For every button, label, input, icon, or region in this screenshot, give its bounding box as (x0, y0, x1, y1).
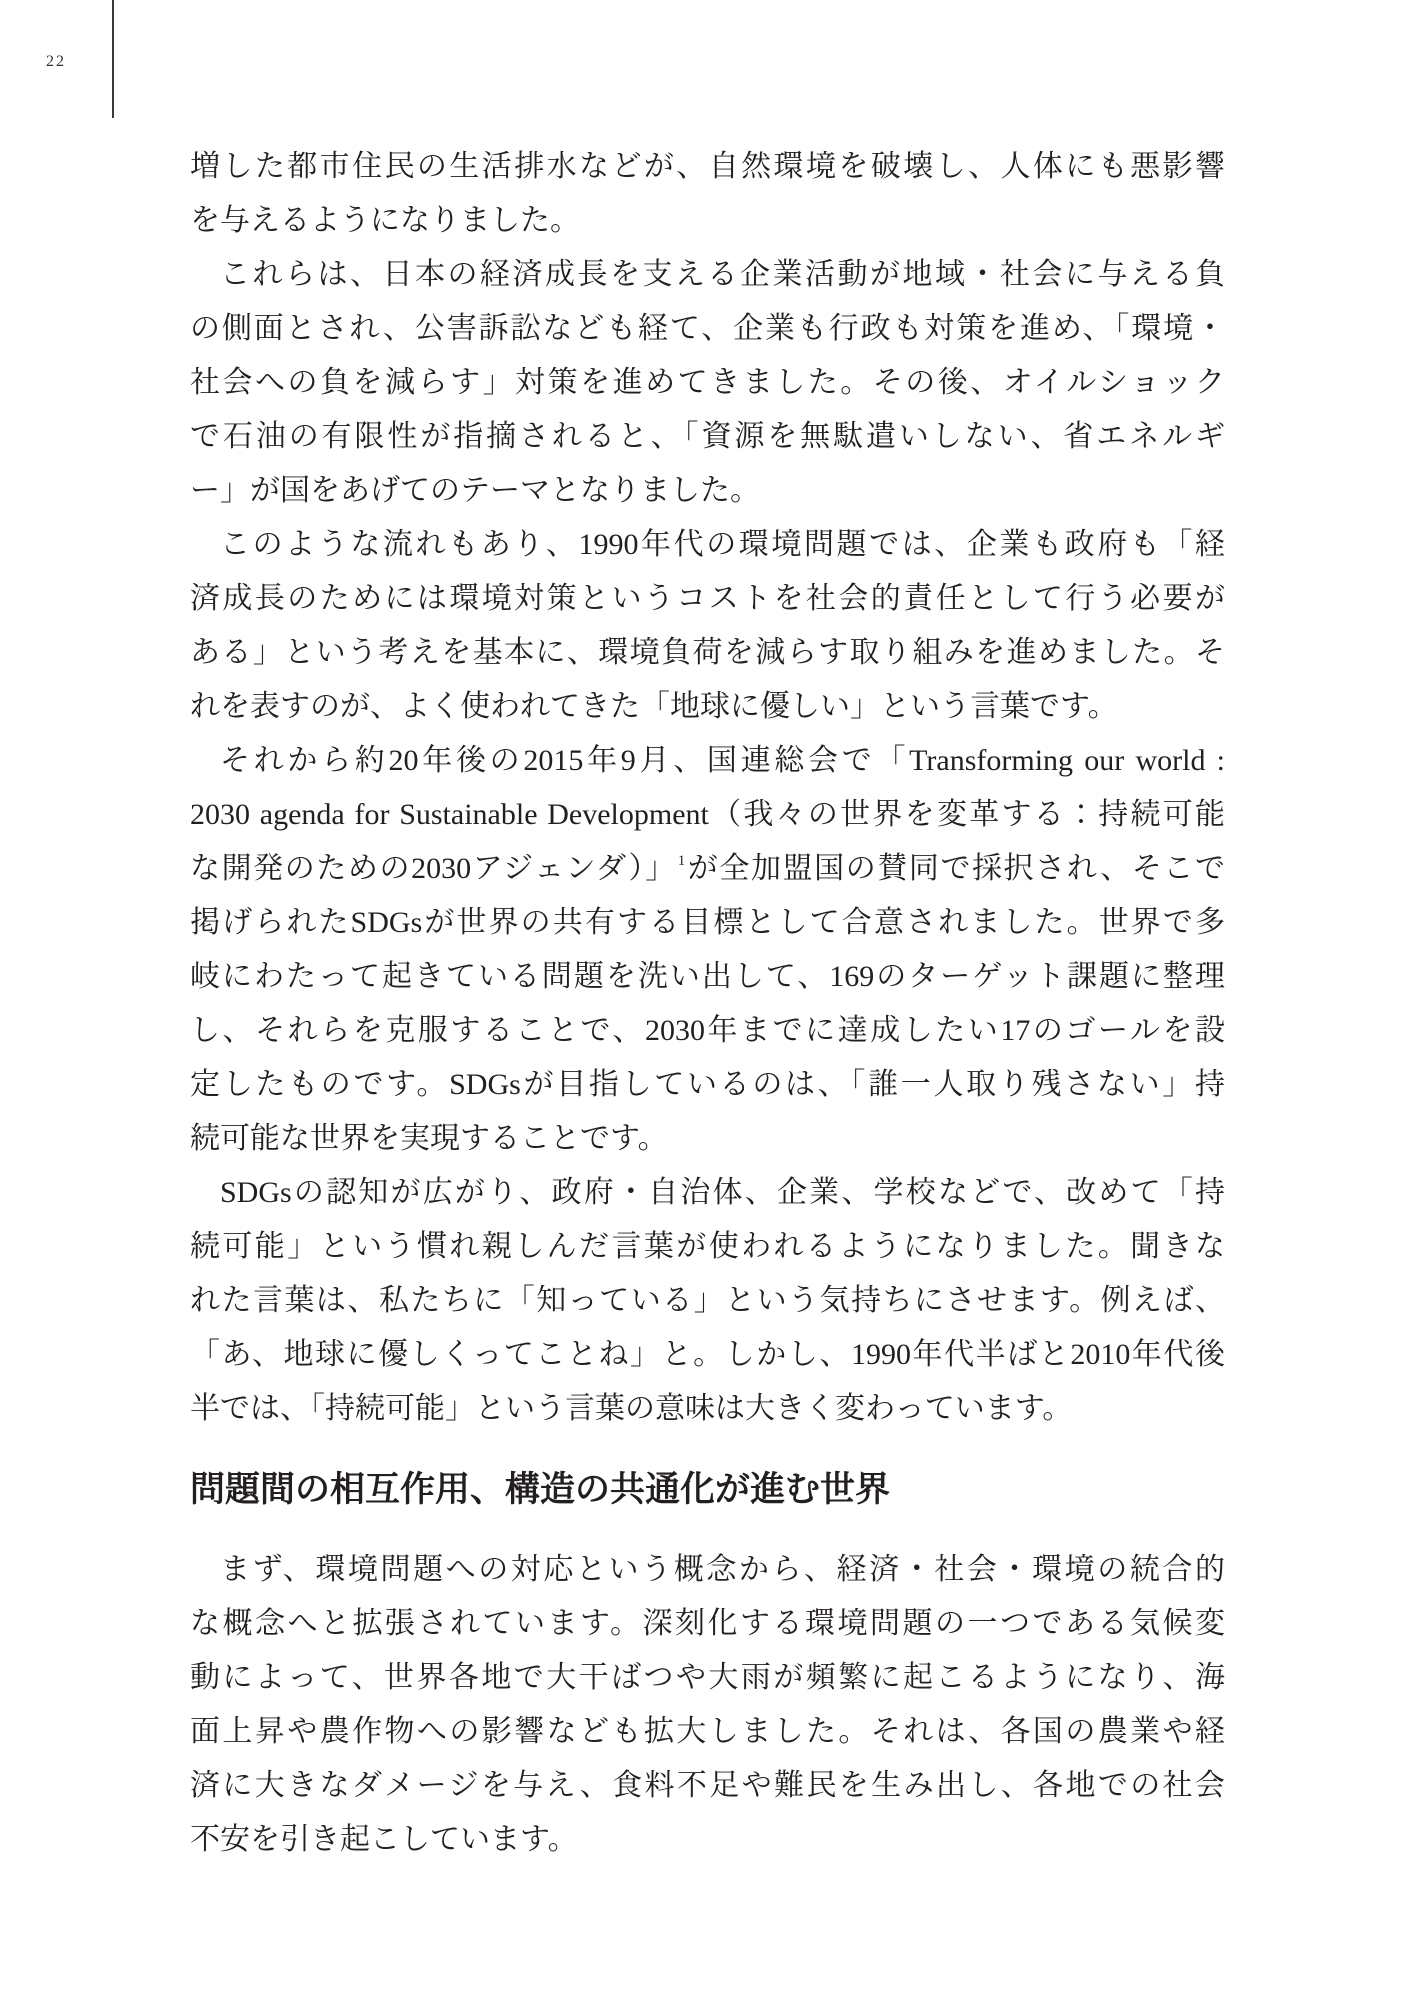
text-line: 社会への負を減らす」対策を進めてきました。その後、オイルショック (190, 366, 1225, 399)
text-line: ある」という考えを基本に、環境負荷を減らす取り組みを進めました。そ (190, 636, 1225, 669)
footnote-reference: 1 (677, 853, 686, 870)
paragraph (190, 1543, 1225, 1867)
text-line: で石油の有限性が指摘されると、「資源を無駄遣いしない、省エネルギ (190, 420, 1225, 453)
text-line: 2030 agenda for Sustainable Development（我々の世界を変革する：持続可能 (190, 798, 1225, 831)
text-line: 岐にわたって起きている問題を洗い出して、169のターゲット課題に整理 (190, 960, 1225, 993)
margin-rule (112, 0, 114, 118)
page-number: 22 (46, 53, 66, 70)
text-line: 面上昇や農作物への影響なども拡大しました。それは、各国の農業や経 (190, 1715, 1225, 1748)
text-segment: が全加盟国の賛同で採択され、そこで (686, 852, 1225, 885)
text-line: 済に大きなダメージを与え、食料不足や難民を生み出し、各地での社会 (190, 1769, 1225, 1802)
text-line: 「あ、地球に優しくってことね」と。しかし、1990年代半ばと2010年代後 (190, 1338, 1225, 1371)
text-line: このような流れもあり、1990年代の環境問題では、企業も政府も「経 (220, 528, 1225, 561)
text-line: それから約20年後の2015年9月、国連総会で「Transforming our world : (220, 744, 1225, 777)
text-line: SDGsの認知が広がり、政府・自治体、企業、学校などで、改めて「持 (220, 1176, 1225, 1209)
text-line: れを表すのが、よく使われてきた「地球に優しい」という言葉です。 (190, 690, 1118, 723)
paragraph (190, 734, 1225, 1166)
text-line: な概念へと拡張されています。深刻化する環境問題の一つである気候変 (190, 1607, 1225, 1640)
text-line: 掲げられたSDGsが世界の共有する目標として合意されました。世界で多 (190, 906, 1225, 939)
paragraph (190, 1166, 1225, 1436)
text-line: これらは、日本の経済成長を支える企業活動が地域・社会に与える負 (220, 258, 1225, 291)
text-line: 済成長のためには環境対策というコストを社会的責任として行う必要が (190, 582, 1225, 615)
text-line: 定したものです。SDGsが目指しているのは、「誰一人取り残さない」持 (190, 1068, 1225, 1101)
text-line: 半では、「持続可能」という言葉の意味は大きく変わっています。 (190, 1392, 1073, 1425)
text-line: まず、環境問題への対応という概念から、経済・社会・環境の統合的 (220, 1553, 1225, 1586)
text-segment: な開発のための2030アジェンダ）」 (190, 852, 677, 885)
text-line: 続可能」という慣れ親しんだ言葉が使われるようになりました。聞きな (190, 1230, 1225, 1263)
text-line-with-footnote (190, 842, 1225, 896)
text-line: れた言葉は、私たちに「知っている」という気持ちにさせます。例えば、 (190, 1284, 1225, 1317)
paragraph (190, 518, 1225, 734)
paragraph (190, 140, 1225, 248)
text-line: 増した都市住民の生活排水などが、自然環境を破壊し、人体にも悪影響 (190, 150, 1225, 183)
paragraph (190, 248, 1225, 518)
text-line: 動によって、世界各地で大干ばつや大雨が頻繁に起こるようになり、海 (190, 1661, 1225, 1694)
text-line: 続可能な世界を実現することです。 (190, 1122, 668, 1155)
section-heading: 問題間の相互作用、構造の共通化が進む世界 (190, 1470, 891, 1509)
text-line: の側面とされ、公害訴訟なども経て、企業も行政も対策を進め、「環境・ (190, 312, 1225, 345)
text-line: ー」が国をあげてのテーマとなりました。 (190, 474, 760, 507)
text-line: し、それらを克服することで、2030年までに達成したい17のゴールを設 (190, 1014, 1225, 1047)
text-line: 不安を引き起こしています。 (190, 1823, 578, 1856)
text-column (190, 140, 1225, 1867)
text-line: を与えるようになりました。 (190, 204, 580, 237)
